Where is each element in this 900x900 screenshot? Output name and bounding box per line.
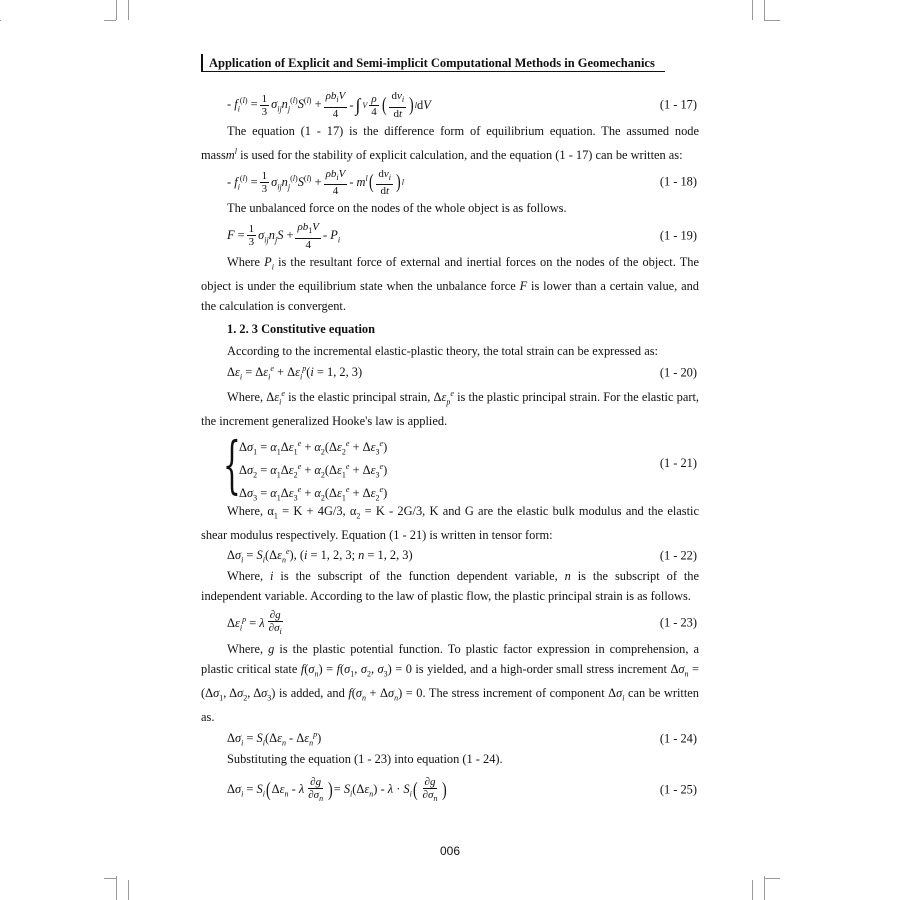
crop-mark-br <box>752 880 753 900</box>
running-head: Application of Explicit and Semi-implicit Computational Methods in Geomechanics <box>201 54 665 72</box>
equation-number: (1 - 21) <box>659 455 697 470</box>
crop-mark-tl <box>128 0 129 20</box>
equation-1-19: F = $\frac{1}{3}$ $\sigma_{ij}n_jS$ + $\frac{\rho b_1V}{4}$ - $P_i$ (1 - 19) <box>227 221 697 251</box>
crop-mark-bl-h <box>104 878 116 879</box>
crop-mark-tl <box>0 20 1 21</box>
equation-1-20: $\Delta\varepsilon_i = \Delta\varepsilon_i^e + \Delta\varepsilon_i^p(i = 1$, 2, 3) (1 - 20) <box>227 363 697 382</box>
equation-number: (1 - 20) <box>659 365 697 380</box>
equation-number: (1 - 25) <box>659 782 697 797</box>
equation-number: (1 - 24) <box>659 731 697 746</box>
page-number: 006 <box>439 844 461 858</box>
equation-number: (1 - 19) <box>659 228 697 243</box>
equation-1-25: $\Delta\sigma_i = S_i$ ( $\Delta\varepsilon_n$ - λ $\frac{\partial g}{\partial\sigma_n}$ ) = $S_i(\Delta\varepsilon_n) - \lambda \cdot S_i$ ( $\frac{\partial g}{\partial\sigma_n}$ ) (1 - 25) <box>227 775 697 803</box>
equation-1-17: - $f_i^{(l)}$ = $\frac{1}{3}$ $\sigma_{ij}n_j^{(l)}S^{(l)}$ + $\frac{\rho b_iV}{4}$ - ∫ V $\frac{\rho}{4}$ ( $\frac{dv_i}{dt}$ ) l dV (1 - 17) <box>227 90 697 120</box>
equation-1-24: $\Delta\sigma_i = S_i(\Delta\varepsilon_n - \Delta\varepsilon_n^p)$ (1 - 24) <box>227 729 697 748</box>
paragraph: Substituting the equation (1 - 23) into equation (1 - 24). <box>227 751 503 766</box>
crop-mark-br <box>764 876 765 900</box>
paragraph: Where $P_i$ is the resultant force of external and inertial forces on the nodes of the object. The object is under the equilibrium state when the unbalance force F is lower than a certain value, and the calculation is convergent. <box>201 254 699 313</box>
paragraph: The unbalanced force on the nodes of the whole object is as follows. <box>227 201 567 216</box>
crop-mark-br-h <box>764 878 780 879</box>
paragraph: According to the incremental elastic-plastic theory, the total strain can be expressed as: <box>227 344 658 359</box>
equation-1-21: { $\Delta\sigma_1 = \alpha_1\Delta\varepsilon_1^e + \alpha_2(\Delta\varepsilon_2^e + \Delta\varepsilon_3^e)$ $\Delta\sigma_2 = \alpha_1\Delta\varepsilon_2^e + \alpha_2(\Delta\varepsilon_1^e + \Delta\varepsilon_3^e)$ $\Delta\sigma_3 = \alpha_1\Delta\varepsilon_3^e + \alpha_2(\Delta\varepsilon_1^e + \Delta\varepsilon_2^e)$ (1 - 21) <box>223 427 697 503</box>
paragraph: Where, i is the subscript of the function dependent variable, n is the subscript of the independent variable. According to the law of plastic flow, the plastic principal strain is as follows. <box>201 569 699 603</box>
paragraph: The equation (1 - 17) is the difference form of equilibrium equation. The assumed node massm$^l$ is used for the stability of explicit calculation, and the equation (1 - 17) can be written as: <box>201 124 699 162</box>
equation-number: (1 - 17) <box>659 97 697 112</box>
body-text <box>201 80 699 807</box>
crop-mark-tl <box>116 0 117 20</box>
crop-mark-bl <box>116 876 117 900</box>
crop-mark-tr <box>764 0 765 20</box>
paragraph: Where, g is the plastic potential function. To plastic factor expression in comprehension, a plastic critical state $f(\sigma_n) = f(\sigma_1$, $\sigma_2$, $\sigma_3) = 0$ is yielded, and a high-order small stress increment $\Delta\sigma_n = (\Delta\sigma_1$, $\Delta\sigma_2$, $\Delta\sigma_3$) is added, and $f(\sigma_n + \Delta\sigma_n) = 0$. The stress increment of component $\Delta\sigma_i$ can be written as. <box>201 642 700 725</box>
crop-mark-tr <box>752 0 753 20</box>
header-rule <box>201 71 665 72</box>
crop-mark-tr <box>764 20 780 21</box>
equation-1-22: $\Delta\sigma_i = S_i(\Delta\varepsilon_n^e)$, (i = 1, 2, 3; n = 1, 2, 3) (1 - 22) <box>227 547 697 565</box>
crop-mark-tl-h <box>104 20 116 21</box>
paragraph: Where, $\Delta\varepsilon_i^e$ is the elastic principal strain, $\Delta\varepsilon_p^e$ is the plastic principal strain. For the elastic part, the increment generalized Hooke's law is applied. <box>201 388 699 428</box>
equation-1-18: - $f_i^{(l)}$ = $\frac{1}{3}$ $\sigma_{ij}n_j^{(l)}S^{(l)}$ + $\frac{\rho b_iV}{4}$ - $m^l$ ( $\frac{dv_i}{dt}$ ) l (1 - 18) <box>227 167 697 197</box>
equation-number: (1 - 23) <box>659 615 697 630</box>
crop-mark-bl <box>128 880 129 900</box>
equation-number: (1 - 18) <box>659 174 697 189</box>
equation-number: (1 - 22) <box>659 548 697 563</box>
section-heading: 1. 2. 3 Constitutive equation <box>227 322 376 337</box>
equation-1-23: $\Delta\varepsilon_i^p = \lambda$ $\frac{\partial g}{\partial\sigma_i}$ (1 - 23) <box>227 608 697 636</box>
paragraph: Where, $\alpha_1 = K + 4G/3$, $\alpha_2 = K - 2G/3$, K and G are the elastic bulk modulus and the elastic shear modulus respectively. Equation (1 - 21) is written in tensor form: <box>201 503 699 542</box>
